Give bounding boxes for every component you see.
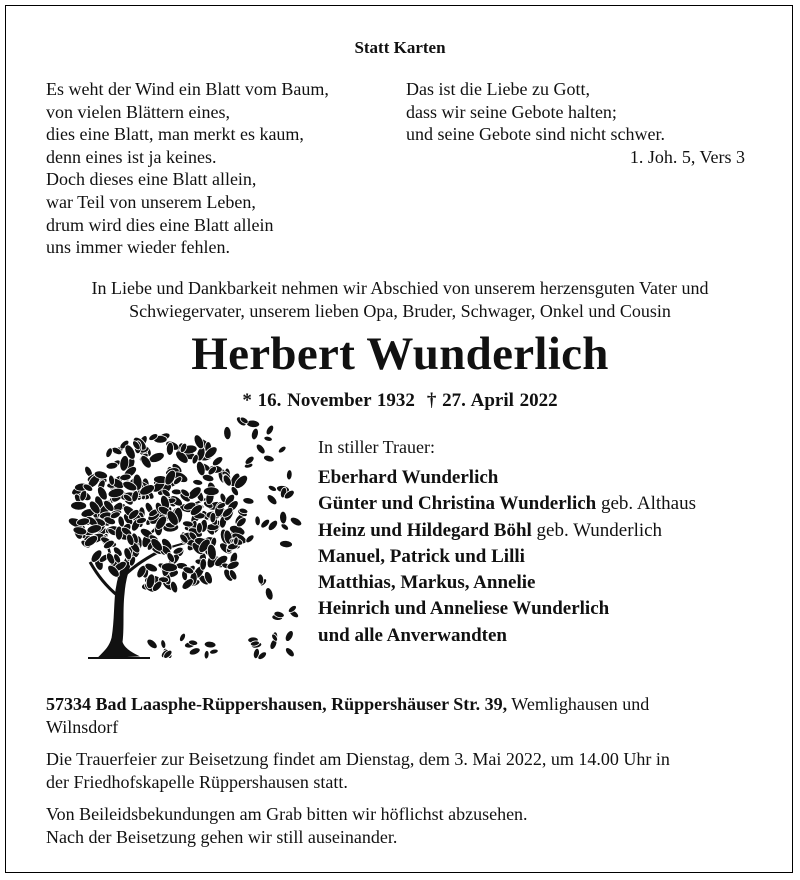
mourner-name: und alle Anverwandten xyxy=(318,624,507,646)
poem-line: von vielen Blättern eines, xyxy=(46,101,230,122)
intro-line: Schwiegervater, unserem lieben Opa, Bruder, Schwager, Onkel und Cousin xyxy=(129,301,671,321)
address-street: 57334 Bad Laasphe-Rüppershausen, Rüppershäuser Str. 39, xyxy=(46,694,508,714)
poem-line: Es weht der Wind ein Blatt vom Baum, xyxy=(46,79,329,99)
deceased-name: Herbert Wunderlich xyxy=(191,328,609,380)
windblown-tree-icon xyxy=(54,400,304,665)
mourner-name: Heinrich und Anneliese Wunderlich xyxy=(318,598,610,620)
mourner-entry xyxy=(318,544,696,570)
mourning-label: In stiller Trauer: xyxy=(318,437,435,457)
mourners-list xyxy=(318,465,696,649)
verse-line: und seine Gebote sind nicht schwer. xyxy=(406,124,665,145)
mourner-suffix: geb. Althaus xyxy=(596,493,696,515)
birth-date: * 16. November 1932 xyxy=(242,390,415,411)
mourner-name: Manuel, Patrick und Lilli xyxy=(318,545,525,567)
mourner-entry xyxy=(318,465,696,491)
verse-line: Das ist die Liebe zu Gott, xyxy=(406,79,590,99)
notice-line: Von Beileidsbekundungen am Grab bitten wir höflichst abzusehen. xyxy=(46,804,528,824)
service-info xyxy=(46,748,670,794)
poem xyxy=(46,78,329,259)
notice-info xyxy=(46,803,670,849)
poem-line: drum wird dies eine Blatt allein xyxy=(46,214,274,235)
poem-line: Doch dieses eine Blatt allein, xyxy=(46,169,257,190)
intro-line: In Liebe und Dankbarkeit nehmen wir Abschied von unserem herzensguten Vater und xyxy=(91,278,709,298)
service-line: der Friedhofskapelle Rüppershausen statt. xyxy=(46,772,348,792)
death-date: † 27. April 2022 xyxy=(426,390,558,411)
verse-reference: 1. Joh. 5, Vers 3 xyxy=(629,146,745,167)
statt-karten-heading: Statt Karten xyxy=(354,38,446,57)
mourner-entry xyxy=(318,491,696,517)
poem-line: uns immer wieder fehlen. xyxy=(46,237,230,258)
funeral-info xyxy=(46,693,670,858)
mourner-suffix: geb. Wunderlich xyxy=(531,519,663,541)
verse-line: dass wir seine Gebote halten; xyxy=(406,101,617,122)
mourner-name: Günter und Christina Wunderlich xyxy=(318,493,597,515)
address-places: Wemlighausen und xyxy=(507,694,650,714)
mourner-entry xyxy=(318,518,696,544)
intro-text xyxy=(0,277,800,323)
mourner-name: Eberhard Wunderlich xyxy=(318,467,499,488)
poem-line: denn eines ist ja keines. xyxy=(46,146,217,167)
address xyxy=(46,693,670,739)
service-line: Die Trauerfeier zur Beisetzung findet am Dienstag, dem 3. Mai 2022, um 14.00 Uhr in xyxy=(46,749,670,769)
notice-line: Nach der Beisetzung gehen wir still auseinander. xyxy=(46,827,398,847)
mourner-name: Heinz und Hildegard Böhl xyxy=(318,519,532,541)
mourner-name: Matthias, Markus, Annelie xyxy=(318,572,536,594)
address-places-cont: Wilnsdorf xyxy=(46,717,119,737)
mourner-entry xyxy=(318,596,696,622)
mourner-entry xyxy=(318,570,696,596)
poem-line: war Teil von unserem Leben, xyxy=(46,191,256,212)
poem-line: dies eine Blatt, man merkt es kaum, xyxy=(46,124,304,145)
bible-verse xyxy=(406,78,745,168)
mourner-entry xyxy=(318,623,696,649)
